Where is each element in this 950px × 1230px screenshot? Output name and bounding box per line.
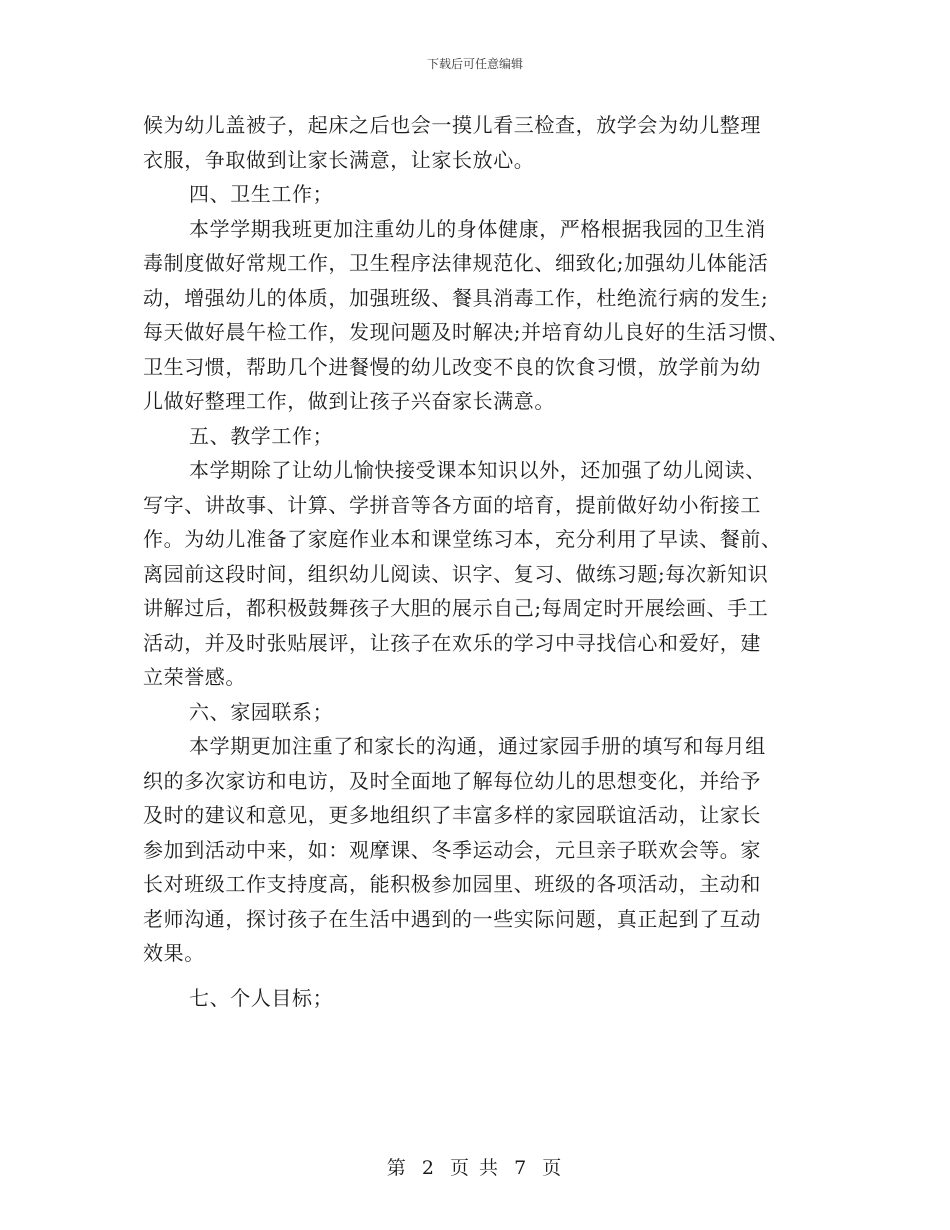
text-line: 活动，并及时张贴展评，让孩子在欢乐的学习中寻找信心和爱好，建 [143,630,761,655]
text-line: 立荣誉感。 [143,665,246,689]
footer-current-page: 2 [421,1157,436,1179]
text-line: 衣服，争取做到让家长满意，让家长放心。 [143,147,535,172]
text-line: 参加到活动中来，如：观摩课、冬季运动会，元旦亲子联欢会等。家 [143,837,761,862]
text-line: 卫生习惯，帮助几个进餐慢的幼儿改变不良的饮食习惯，放学前为幼 [143,354,761,379]
text-line: 讲解过后，都积极鼓舞孩子大胆的展示自己;每周定时开展绘画、手工 [143,596,769,620]
page-number-footer [0,1153,950,1180]
text-line: 本学期除了让幼儿愉快接受课本知识以外，还加强了幼儿阅读、 [189,458,766,482]
text-line: 离园前这段时间，组织幼儿阅读、识字、复习、做练习题;每次新知识 [143,561,769,586]
section-heading-hygiene: 四、卫生工作； [189,182,334,206]
text-line: 本学学期我班更加注重幼儿的身体健康，严格根据我园的卫生消 [189,216,766,241]
document-body [143,108,813,1015]
page-header-note: 下载后可任意编辑 [426,57,523,71]
section-heading-teaching: 五、教学工作； [189,423,334,448]
footer-suffix: 页 [542,1157,564,1179]
text-line: 本学期更加注重了和家长的沟通，通过家园手册的填写和每月组 [189,734,766,758]
text-line: 作。为幼儿准备了家庭作业本和课堂练习本，充分利用了早读、餐前、 [143,527,782,551]
text-line: 动，增强幼儿的体质，加强班级、餐具消毒工作，杜绝流行病的发生; [143,285,769,310]
text-line: 每天做好晨午检工作，发现问题及时解决;并培育幼儿良好的生活习惯、 [143,320,789,344]
text-line: 长对班级工作支持度高，能积极参加园里、班级的各项活动，主动和 [143,872,761,896]
text-line: 织的多次家访和电访，及时全面地了解每位幼儿的思想变化，并给予 [143,768,761,793]
text-line: 老师沟通，探讨孩子在生活中遇到的一些实际问题，真正起到了互动 [143,906,761,931]
section-heading-personal-goals: 七、个人目标； [189,985,334,1010]
text-line: 毒制度做好常规工作，卫生程序法律规范化、细致化;加强幼儿体能活 [143,251,769,275]
text-line: 儿做好整理工作，做到让孩子兴奋家长满意。 [143,389,555,413]
text-line: 及时的建议和意见，更多地组织了丰富多样的家园联谊活动，让家长 [143,803,761,827]
text-line: 写字、讲故事、计算、学拼音等各方面的培育，提前做好幼小衔接工 [143,492,761,517]
footer-total-pages: 7 [514,1157,529,1179]
section-heading-home-school: 六、家园联系； [189,699,334,724]
footer-middle: 页 共 [449,1157,501,1179]
footer-prefix: 第 [386,1157,408,1179]
text-line: 效果。 [143,941,205,965]
text-line: 候为幼儿盖被子，起床之后也会一摸儿看三检查，放学会为幼儿整理 [143,113,761,137]
